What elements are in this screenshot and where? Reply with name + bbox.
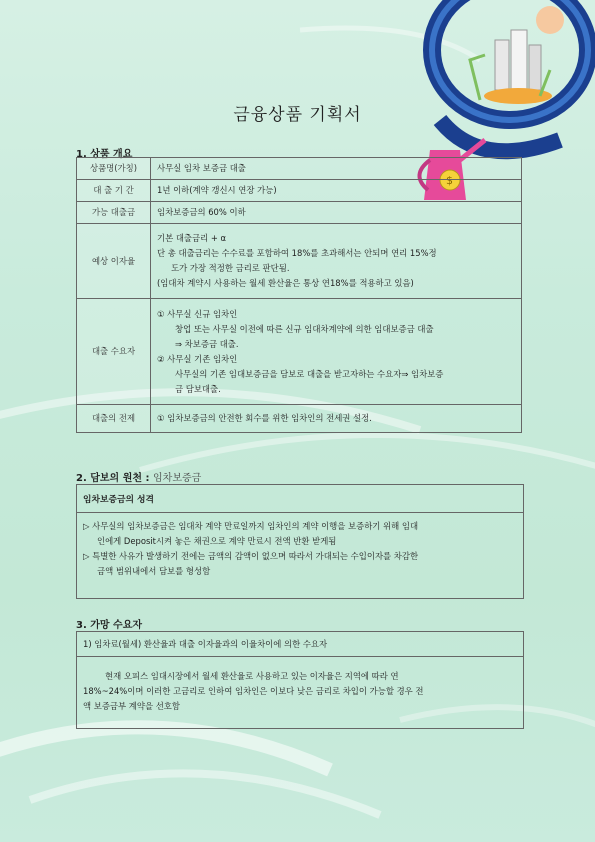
document-title: 금융상품 기획서: [233, 105, 362, 125]
row-value: 기본 대출금리 + α 단 총 대출금리는 수수료를 포함하여 18%를 초과해서는 안되며 연리 15%정 도가 가장 적정한 금리로 판단됨. (임대차 계약시 사용하는 월세 환산율은 통상 연18%를 적용하고 있음): [151, 224, 522, 299]
collateral-box-title: 임차보증금의 성격: [77, 485, 523, 513]
row-value: 임차보증금의 60% 이하: [151, 202, 522, 224]
prospect-box-title: 1) 임차료(월세) 환산율과 대출 이자율과의 이율차이에 의한 수요자: [77, 632, 523, 657]
row-value: 1년 이하(계약 갱신시 연장 가능): [151, 180, 522, 202]
collateral-line: 인에게 Deposit시켜 놓은 채권으로 계약 만료시 전액 반환 받게됨: [97, 536, 337, 546]
section-1-heading: 1. 상품 개요: [76, 149, 133, 160]
row-label: 가능 대출금: [77, 202, 151, 224]
table-row: [77, 180, 522, 202]
row-label: 상품명(가칭): [77, 158, 151, 180]
collateral-line: ▷ 사무실의 임차보증금은 임대차 계약 만료일까지 임차인의 계약 이행을 보증하기 위해 임대: [83, 521, 419, 531]
table-row: [77, 405, 522, 433]
section-3-heading: 3. 가망 수요자: [76, 620, 143, 631]
table-row: [77, 202, 522, 224]
table-row: [77, 158, 522, 180]
prospect-line: 현재 오피스 임대시장에서 월세 환산율로 사용하고 있는 이자율은 지역에 따라 연: [105, 671, 399, 681]
prospect-line: 18%~24%이며 이러한 고금리로 인하여 임차인은 이보다 낮은 금리로 차입이 가능할 경우 전: [83, 686, 424, 696]
row-label: 대출의 전제: [77, 405, 151, 433]
row-value: ① 임차보증금의 안전한 회수를 위한 임차인의 전세권 설정.: [151, 405, 522, 433]
table-row: [77, 224, 522, 299]
row-value: ① 사무실 신규 임차인 창업 또는 사무실 이전에 따른 신규 임대차계약에 의한 임대보증금 대출 ⇒ 차보증금 대출. ② 사무실 기존 임차인 사무실의 기존 임대보증금을 담보로 대출을 받고자하는 수요자⇒ 임차보증 금 담보대출.: [151, 299, 522, 405]
svg-text:$: $: [446, 174, 453, 187]
collateral-line: ▷ 특별한 사유가 발생하기 전에는 금액의 감액이 없으며 따라서 가대되는 수입이자를 차감한: [83, 551, 419, 561]
row-label: 예상 이자율: [77, 224, 151, 299]
section-2-heading: [76, 469, 201, 484]
row-label: 대출 수요자: [77, 299, 151, 405]
collateral-box: [76, 484, 524, 599]
section-2-heading-sub: 임차보증금: [153, 473, 202, 484]
prospect-line: 액 보증금부 계약을 선호함: [83, 701, 180, 711]
product-overview-table: [76, 157, 522, 433]
prospect-box: [76, 631, 524, 729]
section-2-heading-text: 2. 담보의 원천 :: [76, 473, 150, 484]
row-value: 사무실 임차 보증금 대출: [151, 158, 522, 180]
collateral-line: 금액 범위내에서 담보를 형성함: [97, 566, 211, 576]
table-row: [77, 299, 522, 405]
row-label: 대 출 기 간: [77, 180, 151, 202]
